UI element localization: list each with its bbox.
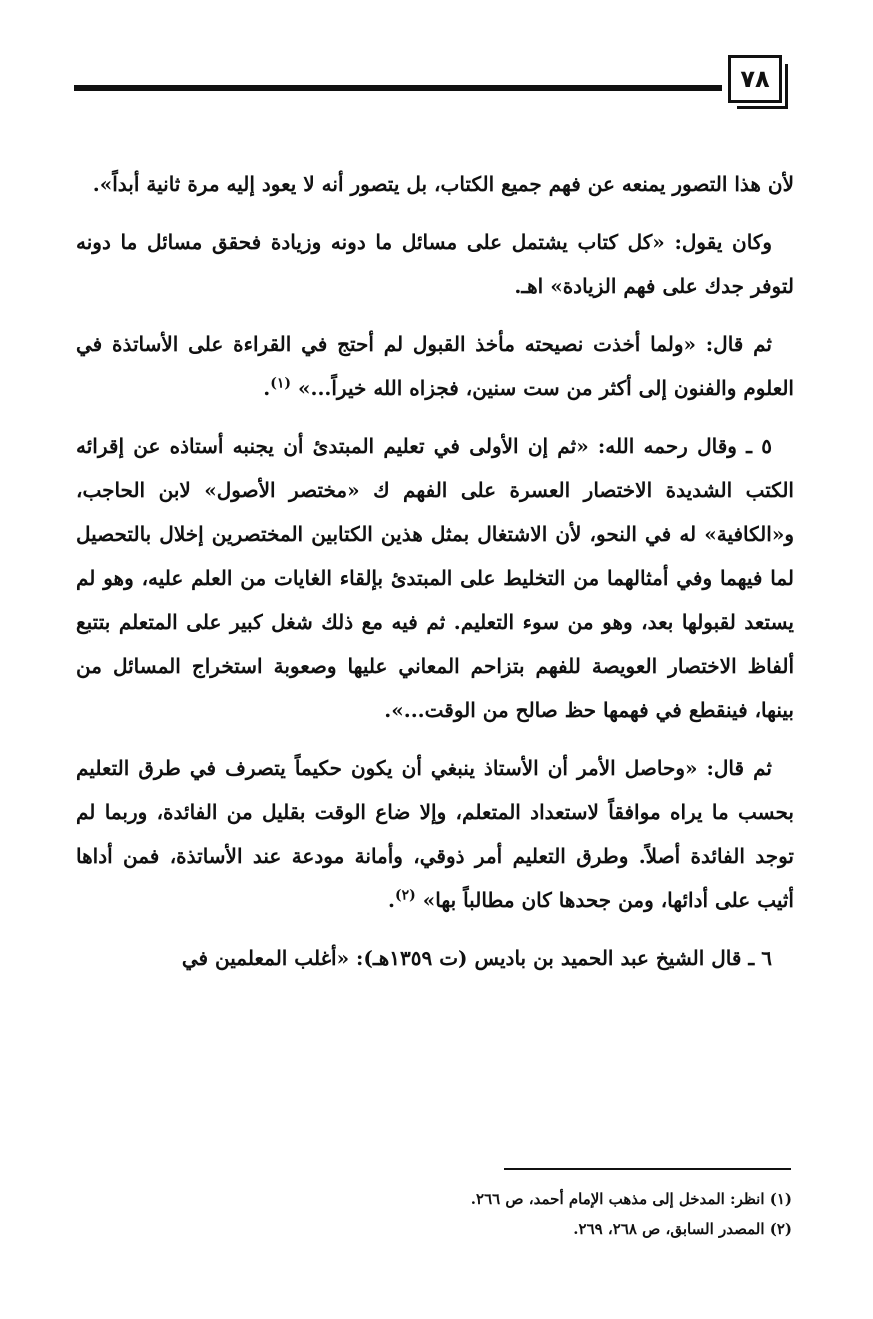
footnote-ref-1[interactable]: (١) — [270, 375, 292, 392]
paragraph-6: ٦ ـ قال الشيخ عبد الحميد بن باديس (ت ١٣٥٩هـ): «أغلب المعلمين في — [181, 946, 772, 970]
paragraph-3: ثم قال: «ولما أخذت نصيحته مأخذ القبول لم أحتج في القراءة على الأساتذة في العلوم والفنون إلى أكثر من ست سنين، فجزاه الله خيراً...» $^{(١)}$. — [76, 332, 794, 400]
footnote-1: (١) انظر: المدخل إلى مذهب الإمام أحمد، ص ٢٦٦. — [470, 1190, 792, 1208]
footnote-ref-2[interactable]: (٢) — [395, 887, 416, 904]
body-text — [76, 162, 794, 994]
footnotes — [76, 1184, 792, 1244]
paragraph-4: ٥ ـ وقال رحمه الله: «ثم إن الأولى في تعليم المبتدئ أن يجنبه أستاذه عن إقرائه الكتب الشديدة الاختصار العسرة على الفهم ك «مختصر الأصول» لابن الحاجب، و«الكافية» له في النحو، لأن الاشتغال بمثل هذين الكتابين المختصرين إخلال بالتحصيل لما فيهما وفي أمثالهما من التخليط على المبتدئ بإلقاء الغايات من العلم عليه، وهو لم يستعد لقبولها بعد، وهو من سوء التعليم. ثم فيه مع ذلك شغل كبير على المتعلم بتتبع ألفاظ الاختصار العويصة للفهم بتزاحم المعاني عليها وصعوبة استخراج المسائل من بينها، فينقطع في فهمها حظ صالح من الوقت...». — [76, 434, 795, 722]
paragraph-5: ثم قال: «وحاصل الأمر أن الأستاذ ينبغي أن يكون حكيماً يتصرف في طرق التعليم بحسب ما يراه موافقاً لاستعداد المتعلم، وإلا ضاع الوقت بقليل من الفائدة، وربما لم توجد الفائدة أصلاً. وطرق التعليم أمر ذوقي، وأمانة مودعة عند الأساتذة، فمن أداها أثيب على أدائها، ومن جحدها كان مطالباً بها» $^{(٢)}$. — [76, 756, 795, 912]
header-rule — [74, 85, 722, 91]
footnote-rule — [504, 1168, 791, 1170]
footnote-2: (٢) المصدر السابق، ص ٢٦٨، ٢٦٩. — [573, 1220, 792, 1238]
page-number: ٧٨ — [728, 55, 782, 103]
paragraph-2: وكان يقول: «كل كتاب يشتمل على مسائل ما دونه وزيادة فحقق مسائل ما دونه لتوفر جدك على فهم الزيادة» اهـ. — [76, 230, 794, 298]
paragraph-1: لأن هذا التصور يمنعه عن فهم جميع الكتاب، بل يتصور أنه لا يعود إليه مرة ثانية أبداً». — [92, 172, 794, 196]
